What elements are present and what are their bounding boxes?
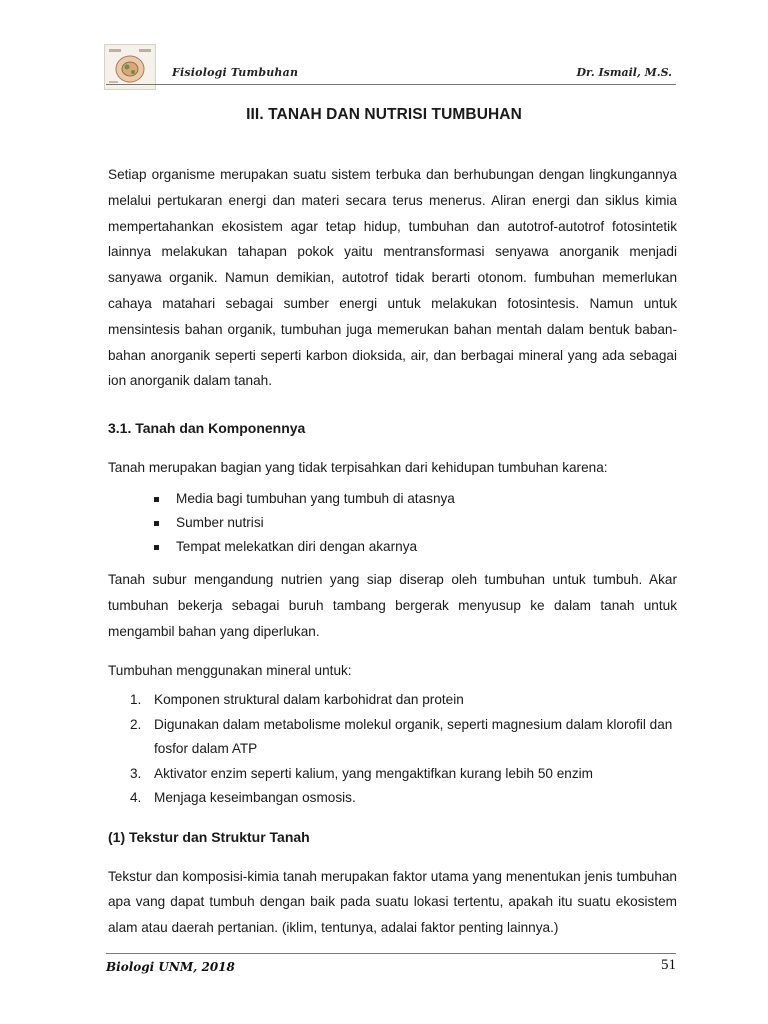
plant-cell-illustration <box>105 45 155 89</box>
list-item-text: Digunakan dalam metabolisme molekul organik, seperti magnesium dalam klorofil dan fosfor dalam ATP <box>154 716 673 757</box>
list-item-text: Komponen struktural dalam karbohidrat dan protein <box>154 692 464 708</box>
footer-divider <box>106 953 676 954</box>
header-divider <box>106 84 676 85</box>
chapter-title: III. TANAH DAN NUTRISI TUMBUHAN <box>246 106 522 123</box>
list-item-text: Media bagi tumbuhan yang tumbuh di atasnya <box>176 490 455 506</box>
fertile-soil-paragraph: Tanah subur mengandung nutrien yang siap diserap oleh tumbuhan untuk tumbuh. Akar tumbuhan bekerja sebagai buruh tambang bergerak menyusup ke dalam tanah untuk mengambil bahan yang diperlukan. <box>108 571 677 639</box>
minerals-lead-paragraph: Tumbuhan menggunakan mineral untuk: <box>108 663 352 679</box>
list-item <box>130 713 677 762</box>
list-item <box>130 688 677 713</box>
mineral-uses-list <box>108 688 677 811</box>
section-heading-texture: (1) Tekstur dan Struktur Tanah <box>108 828 310 845</box>
list-item-text: Menjaga keseimbangan osmosis. <box>154 790 356 806</box>
list-item-text: Sumber nutrisi <box>176 514 264 530</box>
bullet-marker <box>154 521 159 526</box>
list-item <box>154 535 677 559</box>
list-number: 1. <box>130 692 142 708</box>
list-item <box>154 511 677 535</box>
intro-paragraph: Setiap organisme merupakan suatu sistem terbuka dan berhubungan dengan lingkungannya melalui pertukaran energi dan materi secara terus menerus. Aliran energi dan siklus kimia mempertahankan ekosistem agar tetap hidup, tumbuhan dan autotrof-autotrof fotosintetik lainnya melakukan tahapan pokok yaitu mentransformasi senyawa anorganik menjadi sanyawa organik. Namun demikian, autotrof tidak berarti otonom. fumbuhan memerlukan cahaya matahari sebagai sumber energi untuk melakukan fotosintesis. Namun untuk mensintesis bahan organik, tumbuhan juga memerukan bahan mentah dalam bentuk baban-bahan anorganik seperti seperti karbon dioksida, air, dan berbagai mineral yang ada sebagai ion anorganik dalam tanah. <box>108 167 677 389</box>
section-heading-3-1: 3.1. Tanah dan Komponennya <box>108 420 306 437</box>
list-item-text: Tempat melekatkan diri dengan akarnya <box>176 538 418 554</box>
list-number: 2. <box>130 716 142 732</box>
header-book-title: Fisiologi Tumbuhan <box>172 66 299 79</box>
header-author: Dr. Ismail, M.S. <box>576 66 672 79</box>
bullet-marker <box>154 497 159 502</box>
page-number: 51 <box>661 957 676 973</box>
soil-role-list <box>108 487 677 559</box>
footer-institution: Biologi UNM, 2018 <box>106 960 235 974</box>
list-item-text: Aktivator enzim seperti kalium, yang mengaktifkan kurang lebih 50 enzim <box>154 765 593 781</box>
list-item <box>130 786 677 811</box>
list-item <box>130 762 677 787</box>
body-content <box>108 162 677 941</box>
list-item <box>154 487 677 511</box>
list-number: 3. <box>130 765 142 781</box>
bullet-marker <box>154 545 159 550</box>
list-number: 4. <box>130 790 142 806</box>
texture-paragraph: Tekstur dan komposisi-kimia tanah merupakan faktor utama yang menentukan jenis tumbuhan apa vang dapat tumbuh dengan baik pada suatu lokasi tertentu, apakah itu suatu ekosistem alam atau daerah pertanian. (iklim, tentunya, adalai faktor penting lainnya.) <box>108 868 677 936</box>
section-lead-paragraph: Tanah merupakan bagian yang tidak terpisahkan dari kehidupan tumbuhan karena: <box>108 460 608 476</box>
